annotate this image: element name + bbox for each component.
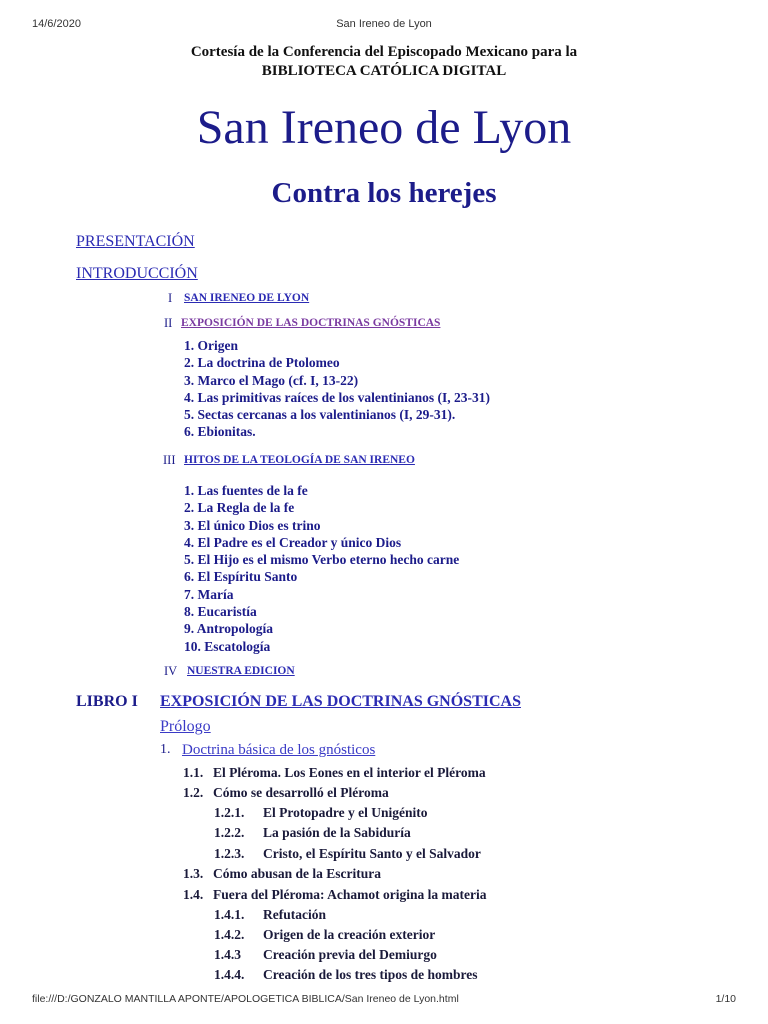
list-item: 6. El Espíritu Santo xyxy=(184,569,298,585)
toc-text: Creación de los tres tipos de hombres xyxy=(263,967,478,982)
list-item: 5. Sectas cercanas a los valentinianos (I, 29-31). xyxy=(184,407,456,423)
list-item: 2. La doctrina de Ptolomeo xyxy=(184,355,340,371)
link-presentacion[interactable]: PRESENTACIÓN xyxy=(76,233,195,250)
link-exposicion-doctrinas[interactable]: EXPOSICIÓN DE LAS DOCTRINAS GNÓSTICAS xyxy=(181,317,441,329)
list-item: 1. Origen xyxy=(184,338,238,353)
chapter-number: 1. xyxy=(160,742,171,757)
courtesy-line-1: Cortesía de la Conferencia del Episcopado Mexicano para la xyxy=(190,44,578,60)
link-doctrina-basica[interactable]: Doctrina básica de los gnósticos xyxy=(182,742,376,758)
list-item: 1. Las fuentes de la fe xyxy=(184,483,308,498)
toc-number: 1.4.4. xyxy=(214,967,245,982)
toc-number: 1.1. xyxy=(183,765,204,780)
section-roman-4: IV xyxy=(164,664,178,678)
toc-text: Fuera del Pléroma: Achamot origina la materia xyxy=(213,887,487,902)
toc-number: 1.2.1. xyxy=(214,805,245,820)
toc-number: 1.4.1. xyxy=(214,907,245,922)
toc-entry xyxy=(214,907,326,923)
section-roman-1: I xyxy=(168,291,173,305)
libro-1-label: LIBRO I xyxy=(76,693,138,710)
toc-text: El Protopadre y el Unigénito xyxy=(263,805,428,820)
toc-number: 1.4.2. xyxy=(214,927,245,942)
page-subtitle: Contra los herejes xyxy=(271,177,497,209)
link-introduccion[interactable]: INTRODUCCIÓN xyxy=(76,265,198,282)
toc-text: Origen de la creación exterior xyxy=(263,927,436,942)
link-san-ireneo[interactable]: SAN IRENEO DE LYON xyxy=(184,292,310,304)
toc-text: Cómo se desarrolló el Pléroma xyxy=(213,785,389,800)
print-header-date: 14/6/2020 xyxy=(32,18,81,30)
toc-entry xyxy=(183,765,486,781)
toc-number: 1.2.3. xyxy=(214,846,245,861)
hitos-items xyxy=(184,482,459,655)
list-item: 9. Antropología xyxy=(184,621,274,637)
print-footer-page: 1/10 xyxy=(715,993,736,1005)
toc-entry xyxy=(214,805,428,821)
toc-number: 1.3. xyxy=(183,866,204,881)
list-item: 8. Eucaristía xyxy=(184,604,257,620)
toc-number: 1.2.2. xyxy=(214,825,245,840)
toc-entry xyxy=(214,967,478,983)
courtesy-line-2: BIBLIOTECA CATÓLICA DIGITAL xyxy=(261,63,507,79)
section-roman-3: III xyxy=(163,453,176,467)
link-libro-1-exposicion[interactable]: EXPOSICIÓN DE LAS DOCTRINAS GNÓSTICAS xyxy=(160,693,521,710)
list-item: 2. La Regla de la fe xyxy=(184,500,295,516)
list-item: 6. Ebionitas. xyxy=(184,424,256,440)
courtesy-note xyxy=(0,43,768,81)
toc-entry xyxy=(183,866,381,882)
link-nuestra-edicion[interactable]: NUESTRA EDICION xyxy=(187,665,295,677)
list-item: 10. Escatología xyxy=(184,638,271,654)
toc-entry xyxy=(214,947,437,963)
list-item: 4. El Padre es el Creador y único Dios xyxy=(184,534,402,550)
toc-text: Cristo, el Espíritu Santo y el Salvador xyxy=(263,846,481,861)
link-hitos-teologia[interactable]: HITOS DE LA TEOLOGÍA DE SAN IRENEO xyxy=(184,454,415,466)
list-item: 3. El único Dios es trino xyxy=(184,517,321,533)
toc-number: 1.4.3 xyxy=(214,947,241,962)
toc-text: Cómo abusan de la Escritura xyxy=(213,866,382,881)
toc-entry xyxy=(183,785,389,801)
toc-number: 1.4. xyxy=(183,887,204,902)
list-item: 3. Marco el Mago (cf. I, 13-22) xyxy=(184,372,359,388)
toc-text: Creación previa del Demiurgo xyxy=(263,947,437,962)
toc-entry xyxy=(183,887,486,903)
toc-number: 1.2. xyxy=(183,785,204,800)
page-title: San Ireneo de Lyon xyxy=(196,101,572,154)
toc-entry xyxy=(214,825,411,841)
list-item: 7. María xyxy=(184,586,234,602)
list-item: 5. El Hijo es el mismo Verbo eterno hecho carne xyxy=(184,552,460,568)
toc-entry xyxy=(214,846,481,862)
link-prologo[interactable]: Prólogo xyxy=(160,718,211,735)
toc-entry xyxy=(214,927,435,943)
section-roman-2: II xyxy=(164,316,173,330)
toc-text: El Pléroma. Los Eones en el interior el Pléroma xyxy=(213,765,486,780)
print-header-title: San Ireneo de Lyon xyxy=(336,18,432,30)
exposicion-items xyxy=(184,337,490,441)
print-footer-path: file:///D:/GONZALO MANTILLA APONTE/APOLOGETICA BIBLICA/San Ireneo de Lyon.html xyxy=(32,993,459,1005)
toc-text: Refutación xyxy=(263,907,326,922)
toc-text: La pasión de la Sabiduría xyxy=(263,825,411,840)
list-item: 4. Las primitivas raíces de los valentinianos (I, 23-31) xyxy=(184,389,490,405)
